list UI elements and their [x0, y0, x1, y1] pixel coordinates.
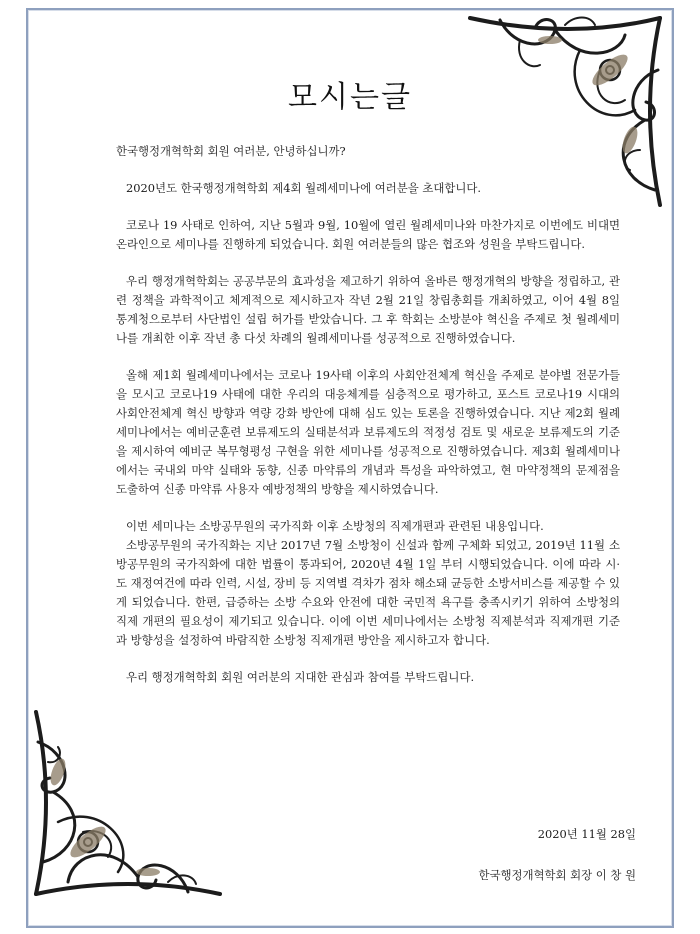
greeting-line: 한국행정개혁학회 회원 여러분, 안녕하십니까?: [116, 144, 346, 158]
bottom-left-ornament-icon: [28, 702, 228, 902]
paragraph-history: 우리 행정개혁학회는 공공부문의 효과성을 제고하기 위하여 올바른 행정개혁의 방향을 정립하고, 관련 정책을 과학적이고 체계적으로 제시하고자 작년 2월 21일 창립총회를 개최하였고, 이어 4월 8일 통계청으로부터 사단법인 설립 허가를 받았습니다. 그 후 학회는 소방분야 혁신을 주제로 첫 월례세미나를 개최한 이후 작년 총 다섯 차례의 월례세미나를 성공적으로 진행하였습니다.: [116, 274, 620, 345]
letter-date: 2020년 11월 28일: [537, 827, 636, 841]
closing-line: 우리 행정개혁학회 회원 여러분의 지대한 관심과 참여를 부탁드립니다.: [126, 670, 475, 684]
letter-body: [116, 142, 620, 687]
intro-line: 2020년도 한국행정개혁학회 제4회 월례세미나에 여러분을 초대합니다.: [126, 181, 482, 195]
paragraph-background: 소방공무원의 국가직화는 지난 2017년 7월 소방청이 신설과 함께 구체화 되었고, 2019년 11월 소방공무원의 국가직화에 대한 법률이 통과되어, 2020년 4월 1일 부터 시행되었습니다. 이에 따라 시·도 재정여건에 따라 인력, 시설, 장비 등 지역별 격차가 점차 해소돼 균등한 소방서비스를 제공할 수 있게 되었습니다. 한편, 급증하는 소방 수요와 안전에 대한 국민적 욕구를 충족시키기 위하여 소방청의 직제 개편의 필요성이 제기되고 있습니다. 이에 이번 세미나에서는 소방청 직제분석과 직제개편 기준과 방향성을 설정하여 바람직한 소방청 직제개편 방안을 제시하고자 합니다.: [116, 538, 620, 647]
page-title: 모시는글: [288, 80, 412, 115]
paragraph-online: 코로나 19 사태로 인하여, 지난 5월과 9월, 10월에 열린 월례세미나와 마찬가지로 이번에도 비대면 온라인으로 세미나를 진행하게 되었습니다. 회원 여러분들의 많은 협조와 성원을 부탁드립니다.: [116, 218, 620, 251]
paragraph-previous-seminars: 올해 제1회 월례세미나에서는 코로나 19사태 이후의 사회안전체계 혁신을 주제로 분야별 전문가들을 모시고 코로나19 사태에 대한 우리의 대응체계를 심층적으로 평가하고, 포스트 코로나19 시대의 사회안전체계 혁신 방향과 역량 강화 방안에 대해 심도 있는 토론을 진행하였습니다. 지난 제2회 월례세미나에서는 예비군훈련 보류제도의 실태분석과 보류제도의 적정성 검토 및 새로운 보류제도의 기준을 제시하여 예비군 복무형평성 구현을 위한 세미나를 성공적으로 진행하였습니다. 제3회 월례세미나에서는 국내외 마약 실태와 동향, 신종 마약류의 개념과 특성을 파악하였고, 현 마약정책의 문제점을 도출하여 신종 마약류 사용자 예방정책의 방향을 제시하였습니다.: [116, 368, 620, 496]
signature-line: 한국행정개혁학회 회장 이 창 원: [478, 868, 636, 882]
paragraph-topic: 이번 세미나는 소방공무원의 국가직화 이후 소방청의 직제개편과 관련된 내용입니다.: [126, 519, 544, 533]
